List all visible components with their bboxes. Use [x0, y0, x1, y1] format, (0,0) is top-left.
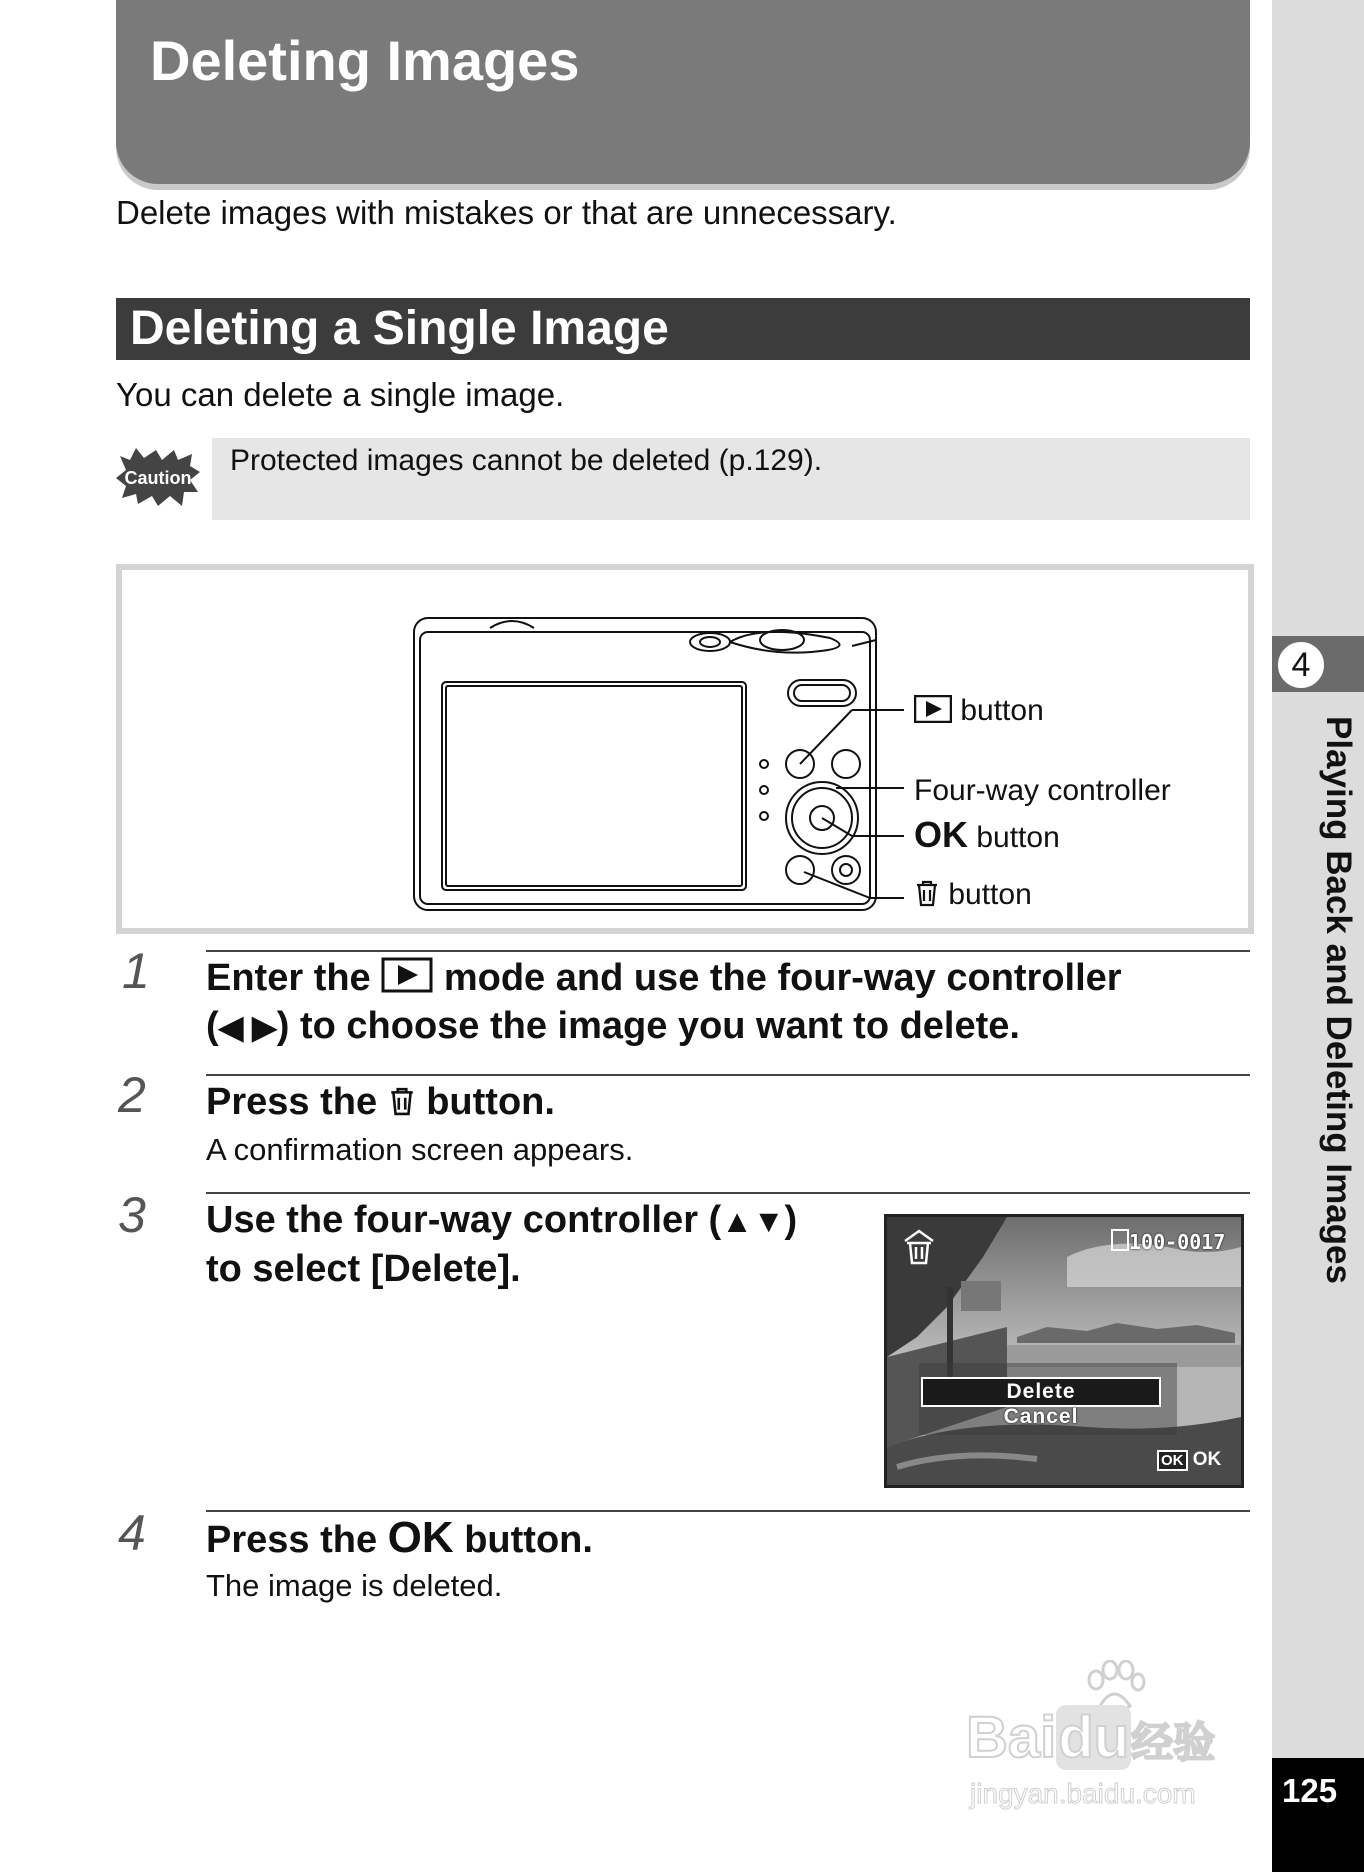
playback-icon [914, 695, 952, 723]
step-2-desc: A confirmation screen appears. [206, 1132, 634, 1167]
trash-icon [388, 1085, 416, 1117]
step-number: 3 [118, 1187, 146, 1243]
memory-card-icon [1111, 1229, 1129, 1251]
caution-text: Protected images cannot be deleted (p.129). [230, 444, 823, 477]
caution-icon [116, 446, 200, 508]
page-number: 125 [1282, 1772, 1338, 1809]
step-1-title: Enter the mode and use the four-way controller (◀ ▶) to choose the image you want to delete. [206, 957, 1122, 1047]
ok-symbol: OK [387, 1513, 454, 1562]
step-4-title: Press the OK button. [206, 1513, 593, 1562]
playback-button-label: button [960, 694, 1044, 727]
menu-cancel-option[interactable]: Cancel [1003, 1405, 1079, 1428]
beach-photo [887, 1217, 1241, 1485]
ok-button-label: button [976, 821, 1060, 854]
playback-button-callout [914, 694, 1044, 728]
step-number: 4 [118, 1505, 146, 1561]
camera-back-illustration [400, 610, 920, 920]
ok-key: OK [1157, 1450, 1188, 1471]
page-title: Deleting Images [150, 29, 580, 92]
caution-label: Caution [124, 468, 192, 488]
step-2-title: Press the button. [206, 1081, 555, 1123]
trash-icon [914, 879, 940, 907]
camera-lcd-screen [884, 1214, 1244, 1488]
step-number: 2 [118, 1067, 146, 1123]
step-number: 1 [122, 943, 150, 999]
watermark-url: jingyan.baidu.com [970, 1778, 1196, 1809]
ok-button-callout [914, 814, 1060, 856]
step-divider [206, 1510, 1250, 1512]
page-intro: Delete images with mistakes or that are unnecessary. [116, 194, 897, 231]
chapter-number: 4 [1276, 640, 1326, 690]
step-divider [206, 1074, 1250, 1076]
trash-button-callout [914, 878, 1032, 912]
left-right-arrows: ◀ ▶ [218, 1009, 277, 1045]
watermark-brand: Baidu经验 [966, 1705, 1216, 1770]
section-title: Deleting a Single Image [130, 302, 669, 355]
ok-hint: OK OK [1157, 1449, 1221, 1471]
file-number: 100-0017 [1111, 1229, 1225, 1254]
trash-button-label: button [948, 878, 1032, 911]
step-4-desc: The image is deleted. [206, 1568, 503, 1603]
playback-icon [381, 957, 433, 993]
section-intro: You can delete a single image. [116, 376, 565, 413]
up-down-arrows: ▲▼ [721, 1203, 785, 1239]
chapter-title: Playing Back and Deleting Images [1319, 716, 1358, 1284]
step-divider [206, 950, 1250, 952]
protect-delete-icon [901, 1229, 937, 1267]
baidu-watermark [966, 1660, 1286, 1820]
step-divider [206, 1192, 1250, 1194]
four-way-controller-callout: Four-way controller [914, 774, 1171, 807]
step-3-title: Use the four-way controller (▲▼) to select [Delete]. [206, 1199, 798, 1290]
menu-delete-option[interactable]: Delete [921, 1377, 1161, 1407]
ok-symbol: OK [914, 814, 968, 855]
